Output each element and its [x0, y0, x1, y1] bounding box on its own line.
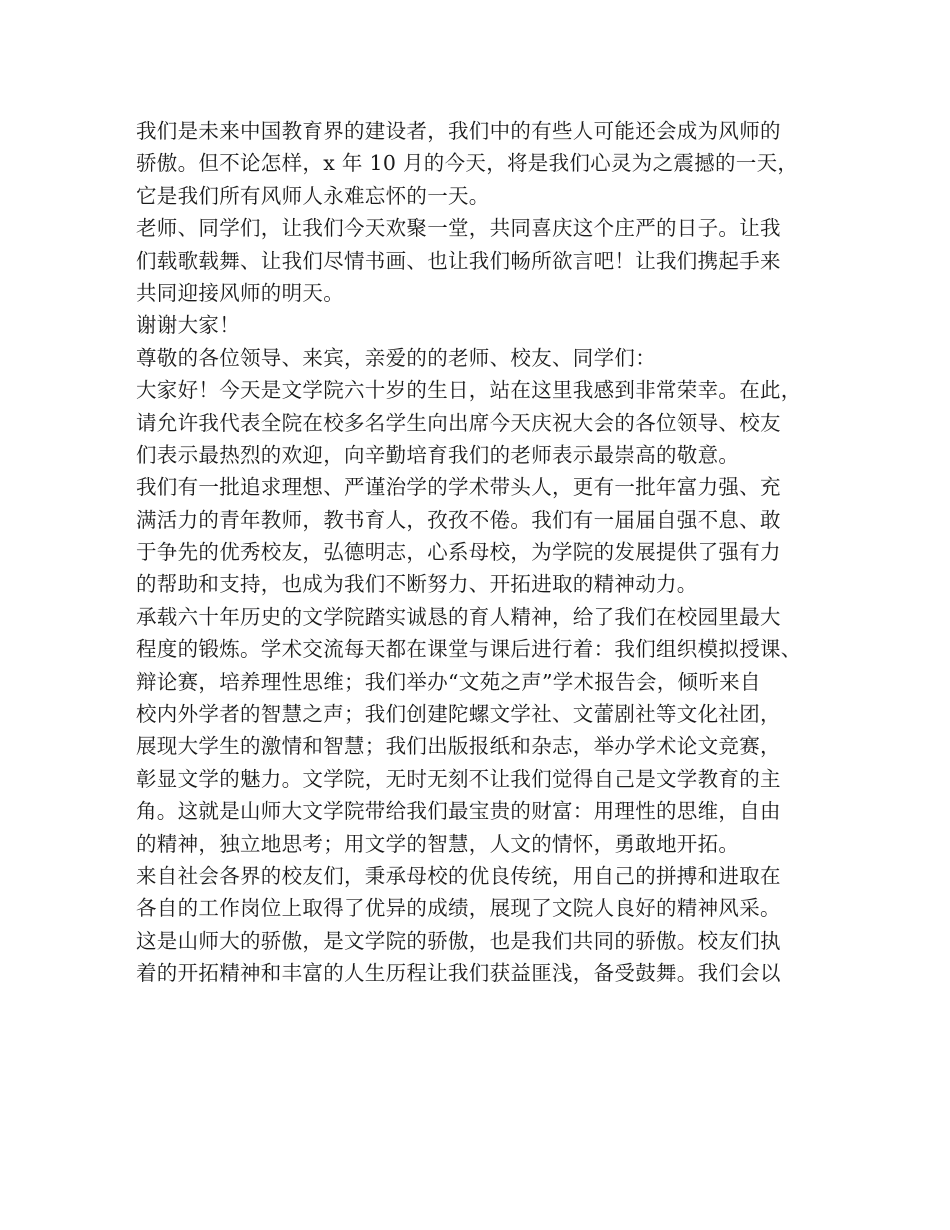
text-line: 们载歌载舞、让我们尽情书画、也让我们畅所欲言吧！让我们携起手来: [136, 248, 781, 273]
text-line: 着的开拓精神和丰富的人生历程让我们获益匪浅，备受鼓舞。我们会以: [136, 961, 781, 986]
text-line: 它是我们所有风师人永难忘怀的一天。: [136, 183, 490, 208]
text-line: 程度的锻炼。学术交流每天都在课堂与课后进行着：我们组织模拟授课、: [136, 637, 802, 662]
text-line: 请允许我代表全院在校多名学生向出席今天庆祝大会的各位领导、校友: [136, 410, 781, 435]
text-line: 满活力的青年教师，教书育人，孜孜不倦。我们有一届届自强不息、敢: [136, 507, 781, 532]
text-line: 我们是未来中国教育界的建设者，我们中的有些人可能还会成为风师的: [136, 119, 781, 143]
text-line: 彰显文学的魅力。文学院，无时无刻不让我们觉得自己是文学教育的主: [136, 766, 781, 791]
text-line: 大家好！今天是文学院六十岁的生日，站在这里我感到非常荣幸。在此，: [136, 378, 802, 403]
text-line: 共同迎接风师的明天。: [136, 280, 344, 305]
text-line: 的帮助和支持，也成为我们不断努力、开拓进取的精神动力。: [136, 572, 698, 597]
text-line: 校内外学者的智慧之声；我们创建陀螺文学社、文蕾剧社等文化社团，: [136, 702, 781, 727]
text-line: 骄傲。但不论怎样，x 年 10 月的今天，将是我们心灵为之震撼的一天，: [136, 151, 799, 176]
text-line: 来自社会各界的校友们，秉承母校的优良传统，用自己的拼搏和进取在: [136, 863, 781, 888]
text-line: 尊敬的各位领导、来宾，亲爱的的老师、校友、同学们：: [136, 345, 656, 370]
text-line: 承载六十年历史的文学院踏实诚恳的育人精神，给了我们在校园里最大: [136, 604, 781, 629]
text-line: 角。这就是山师大文学院带给我们最宝贵的财富：用理性的思维，自由: [136, 799, 781, 824]
text-line: 谢谢大家！: [136, 313, 240, 338]
text-line: 于争先的优秀校友，弘德明志，心系母校，为学院的发展提供了强有力: [136, 540, 781, 565]
text-line: 老师、同学们，让我们今天欢聚一堂，共同喜庆这个庄严的日子。让我: [136, 216, 781, 241]
text-line: 各自的工作岗位上取得了优异的成绩，展现了文院人良好的精神风采。: [136, 896, 781, 921]
text-line: 的精神，独立地思考；用文学的智慧，人文的情怀，勇敢地开拓。: [136, 831, 740, 856]
text-line: 这是山师大的骄傲，是文学院的骄傲，也是我们共同的骄傲。校友们执: [136, 928, 781, 953]
text-line: 辩论赛，培养理性思维；我们举办“文苑之声”学术报告会，倾听来自: [136, 669, 761, 694]
text-line: 展现大学生的激情和智慧；我们出版报纸和杂志，举办学术论文竞赛，: [136, 734, 781, 759]
text-line: 我们有一批追求理想、严谨治学的学术带头人，更有一批年富力强、充: [136, 475, 781, 500]
document-body: [136, 115, 836, 990]
text-line: 们表示最热烈的欢迎，向辛勤培育我们的老师表示最崇高的敬意。: [136, 442, 740, 467]
